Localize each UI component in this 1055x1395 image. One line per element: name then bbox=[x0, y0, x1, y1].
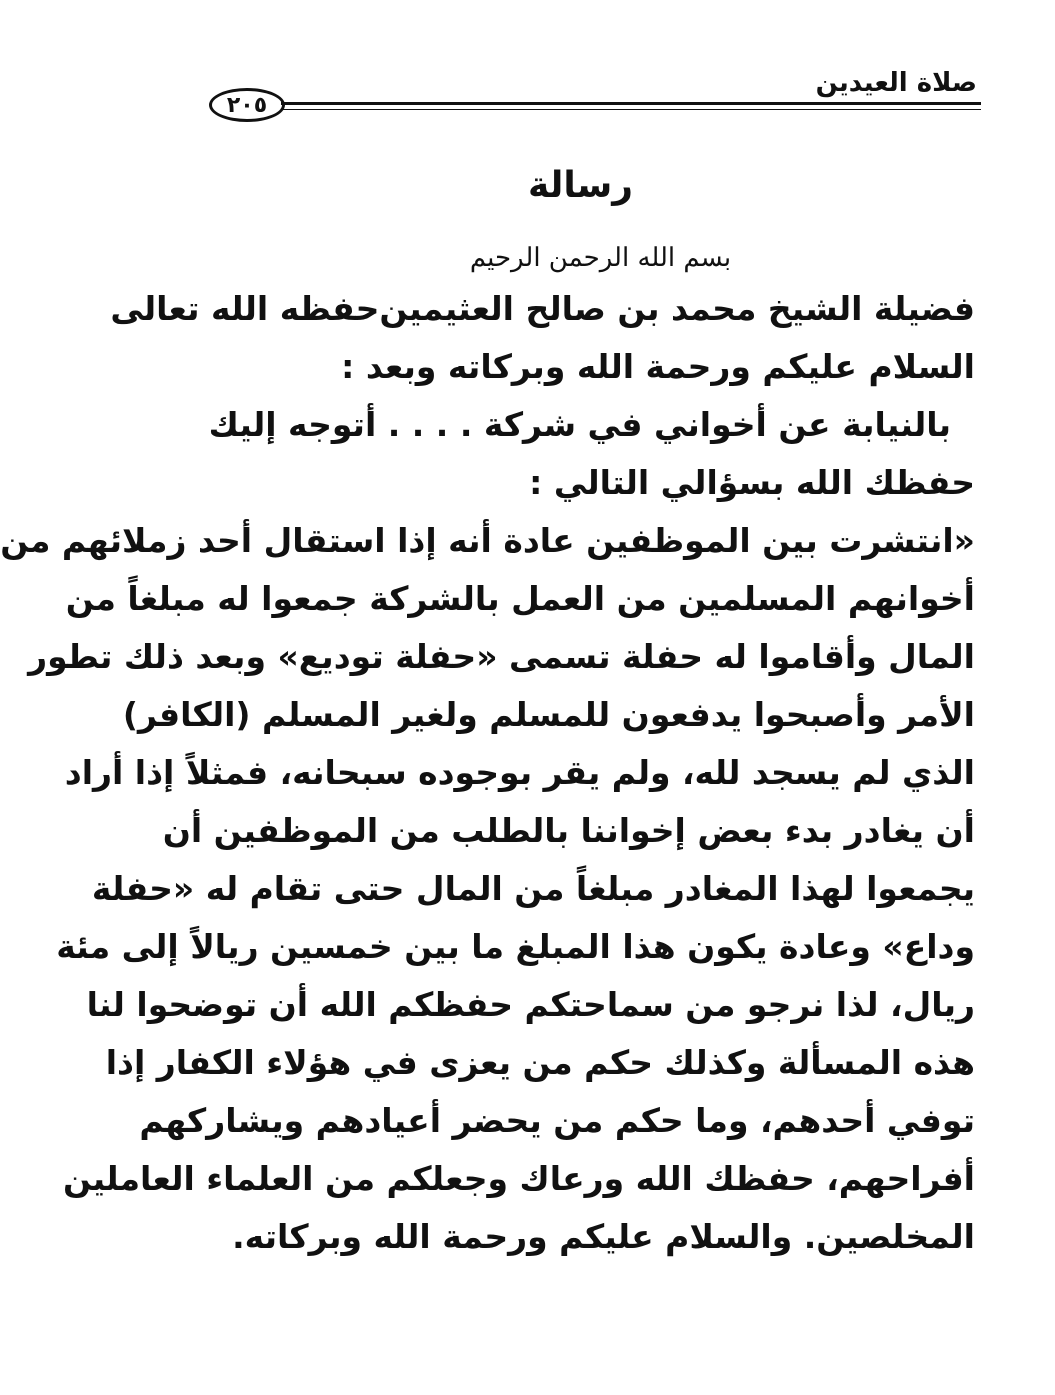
running-title: صلاة العيدين bbox=[815, 68, 977, 98]
question-line: أخوانهم المسلمين من العمل بالشركة جمعوا له مبلغاً من bbox=[65, 579, 975, 618]
header-rule-thick bbox=[281, 102, 981, 105]
question-line: «انتشرت بين الموظفين عادة أنه إذا استقال أحد زملائهم من bbox=[0, 521, 975, 560]
question-line: يجمعوا لهذا المغادر مبلغاً من المال حتى تقام له «حفلة bbox=[91, 869, 975, 908]
question-line: المال وأقاموا له حفلة تسمى «حفلة توديع» وبعد ذلك تطور bbox=[28, 637, 975, 676]
question-line: ريال، لذا نرجو من سماحتكم حفظكم الله أن توضحوا لنا bbox=[86, 985, 975, 1024]
question-line: أن يغادر بدء بعض إخواننا بالطلب من الموظفين أن bbox=[162, 811, 975, 850]
question-line: وداع» وعادة يكون هذا المبلغ ما بين خمسين ريالاً إلى مئة bbox=[56, 927, 975, 966]
question-line: هذه المسألة وكذلك حكم من يعزى في هؤلاء الكفار إذا bbox=[105, 1043, 975, 1082]
header-rule bbox=[281, 102, 981, 112]
intro-line: بالنيابة عن أخواني في شركة . . . . أتوجه إليك bbox=[208, 405, 951, 444]
question-line: الذي لم يسجد لله، ولم يقر بوجوده سبحانه، فمثلاً إذا أراد bbox=[64, 753, 975, 792]
intro-line: حفظك الله بسؤالي التالي : bbox=[529, 463, 975, 502]
addressee: فضيلة الشيخ محمد بن صالح العثيمين bbox=[379, 289, 975, 328]
basmala: بسم الله الرحمن الرحيم bbox=[469, 243, 732, 273]
question-line: الأمر وأصبحوا يدفعون للمسلم ولغير المسلم (الكافر) bbox=[122, 695, 975, 734]
addressee-line bbox=[110, 280, 975, 338]
letter-title: رسالة bbox=[528, 165, 633, 206]
letter-body bbox=[0, 280, 975, 1266]
page-number: ٢٠٥ bbox=[226, 92, 268, 118]
greeting-line: السلام عليكم ورحمة الله وبركاته وبعد : bbox=[341, 347, 975, 386]
question-line: المخلصين. والسلام عليكم ورحمة الله وبركاته. bbox=[232, 1217, 975, 1256]
honorific: حفظه الله تعالى bbox=[110, 289, 380, 328]
question-line: توفي أحدهم، وما حكم من يحضر أعيادهم ويشاركهم bbox=[139, 1101, 975, 1140]
header-rule-thin bbox=[281, 109, 981, 110]
page-number-badge bbox=[209, 88, 285, 122]
question-line: أفراحهم، حفظك الله ورعاك وجعلكم من العلماء العاملين bbox=[62, 1159, 975, 1198]
